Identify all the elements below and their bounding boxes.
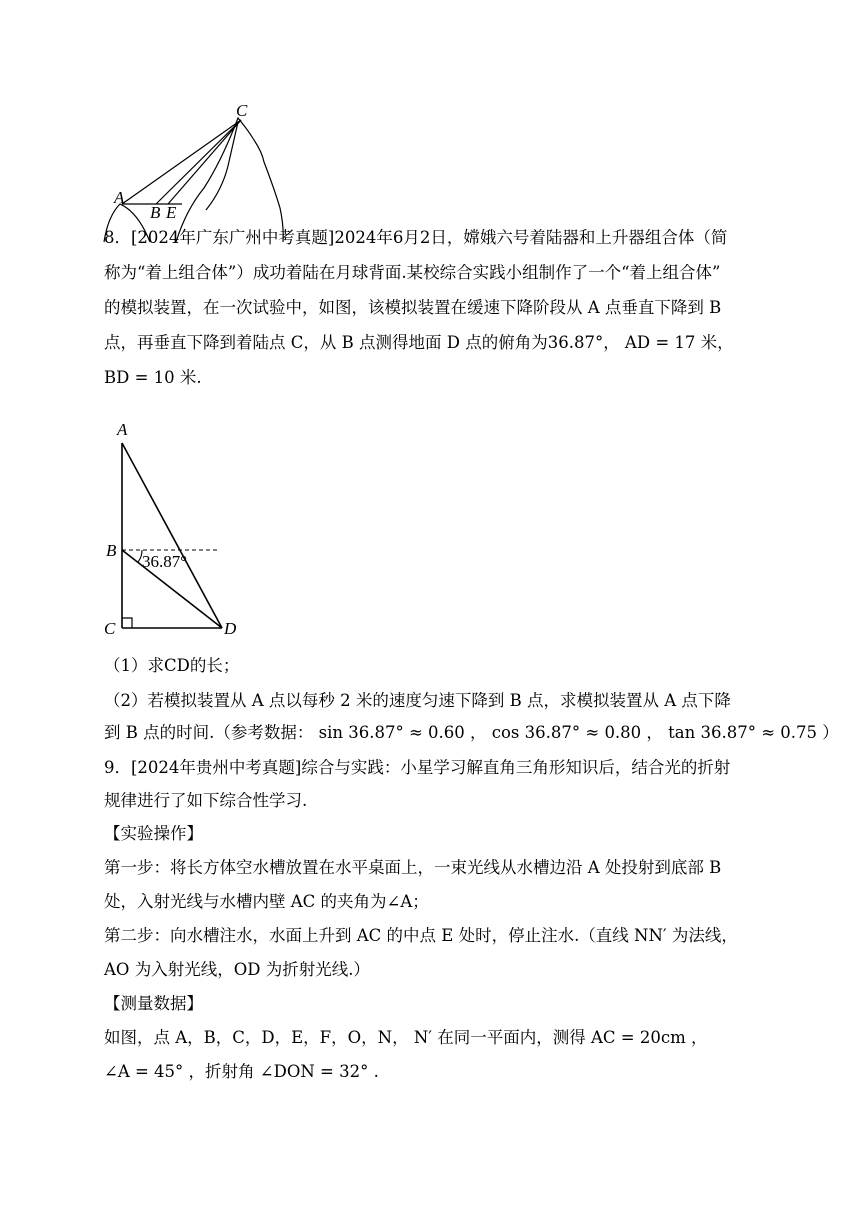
label-d: D bbox=[224, 619, 237, 638]
line-ac bbox=[122, 120, 241, 204]
triangle-figure bbox=[100, 415, 250, 645]
problem9-line1: 9．[2024年贵州中考真题]综合与实践：小星学习解直角三角形知识后，结合光的折射 bbox=[104, 758, 731, 777]
label-e: E bbox=[166, 203, 177, 222]
label-b: B bbox=[150, 203, 161, 222]
problem8-line1: 8．[2024年广东广州中考真题]2024年6月2日，嫦娥六号着陆器和上升器组合体（简 bbox=[104, 228, 728, 247]
problem8-line2: 称为“着上组合体”）成功着陆在月球背面.某校综合实践小组制作了一个“着上组合体” bbox=[104, 263, 721, 282]
problem8-q1: （1）求CD的长； bbox=[104, 656, 240, 675]
mountain-ridge bbox=[206, 122, 238, 210]
problem8-line3: 的模拟装置，在一次试验中，如图，该模拟装置在缓速下降阶段从 A 点垂直下降到 B bbox=[104, 298, 722, 317]
problem8-q2-line2: 到 B 点的时间.（参考数据： sin 36.87° ≈ 0.60 ， cos 36.87° ≈ 0.80 ， tan 36.87° ≈ 0.75 ） bbox=[104, 723, 839, 742]
data-line1: 如图，点 A，B，C，D，E，F，O，N， N′ 在同一平面内，测得 AC = 20cm ， bbox=[104, 1028, 708, 1047]
problem8-line5: BD = 10 米. bbox=[104, 368, 202, 387]
segment-ad bbox=[122, 443, 222, 628]
data-line2: ∠A = 45° ，折射角 ∠DON = 32° . bbox=[104, 1062, 379, 1081]
section-measurement: 【测量数据】 bbox=[104, 994, 203, 1013]
problem8-line4: 点，再垂直下降到着陆点 C，从 B 点测得地面 D 点的俯角为36.87°， AD = 17 米， bbox=[104, 333, 734, 352]
line-bc bbox=[156, 120, 241, 204]
angle-label: 36.87° bbox=[142, 552, 188, 571]
step2-line1: 第二步：向水槽注水，水面上升到 AC 的中点 E 处时，停止注水.（直线 NN′ 为法线， bbox=[104, 926, 738, 945]
step2-line2: AO 为入射光线，OD 为折射光线.） bbox=[104, 960, 370, 979]
label-c: C bbox=[236, 101, 248, 120]
label-b: B bbox=[106, 541, 117, 560]
problem8-q2-line1: （2）若模拟装置从 A 点以每秒 2 米的速度匀速下降到 B 点，求模拟装置从 A 点下降 bbox=[104, 691, 731, 710]
step1-line2: 处，入射光线与水槽内壁 AC 的夹角为∠A； bbox=[104, 892, 429, 911]
label-a: A bbox=[114, 188, 125, 207]
problem9-line2: 规律进行了如下综合性学习. bbox=[104, 791, 308, 810]
line-ec bbox=[168, 120, 241, 204]
section-experiment: 【实验操作】 bbox=[104, 824, 203, 843]
step1-line1: 第一步：将长方体空水槽放置在水平桌面上，一束光线从水槽边沿 A 处投射到底部 B bbox=[104, 858, 722, 877]
right-angle-mark bbox=[122, 618, 132, 628]
label-c: C bbox=[104, 619, 116, 638]
label-a: A bbox=[117, 420, 128, 439]
